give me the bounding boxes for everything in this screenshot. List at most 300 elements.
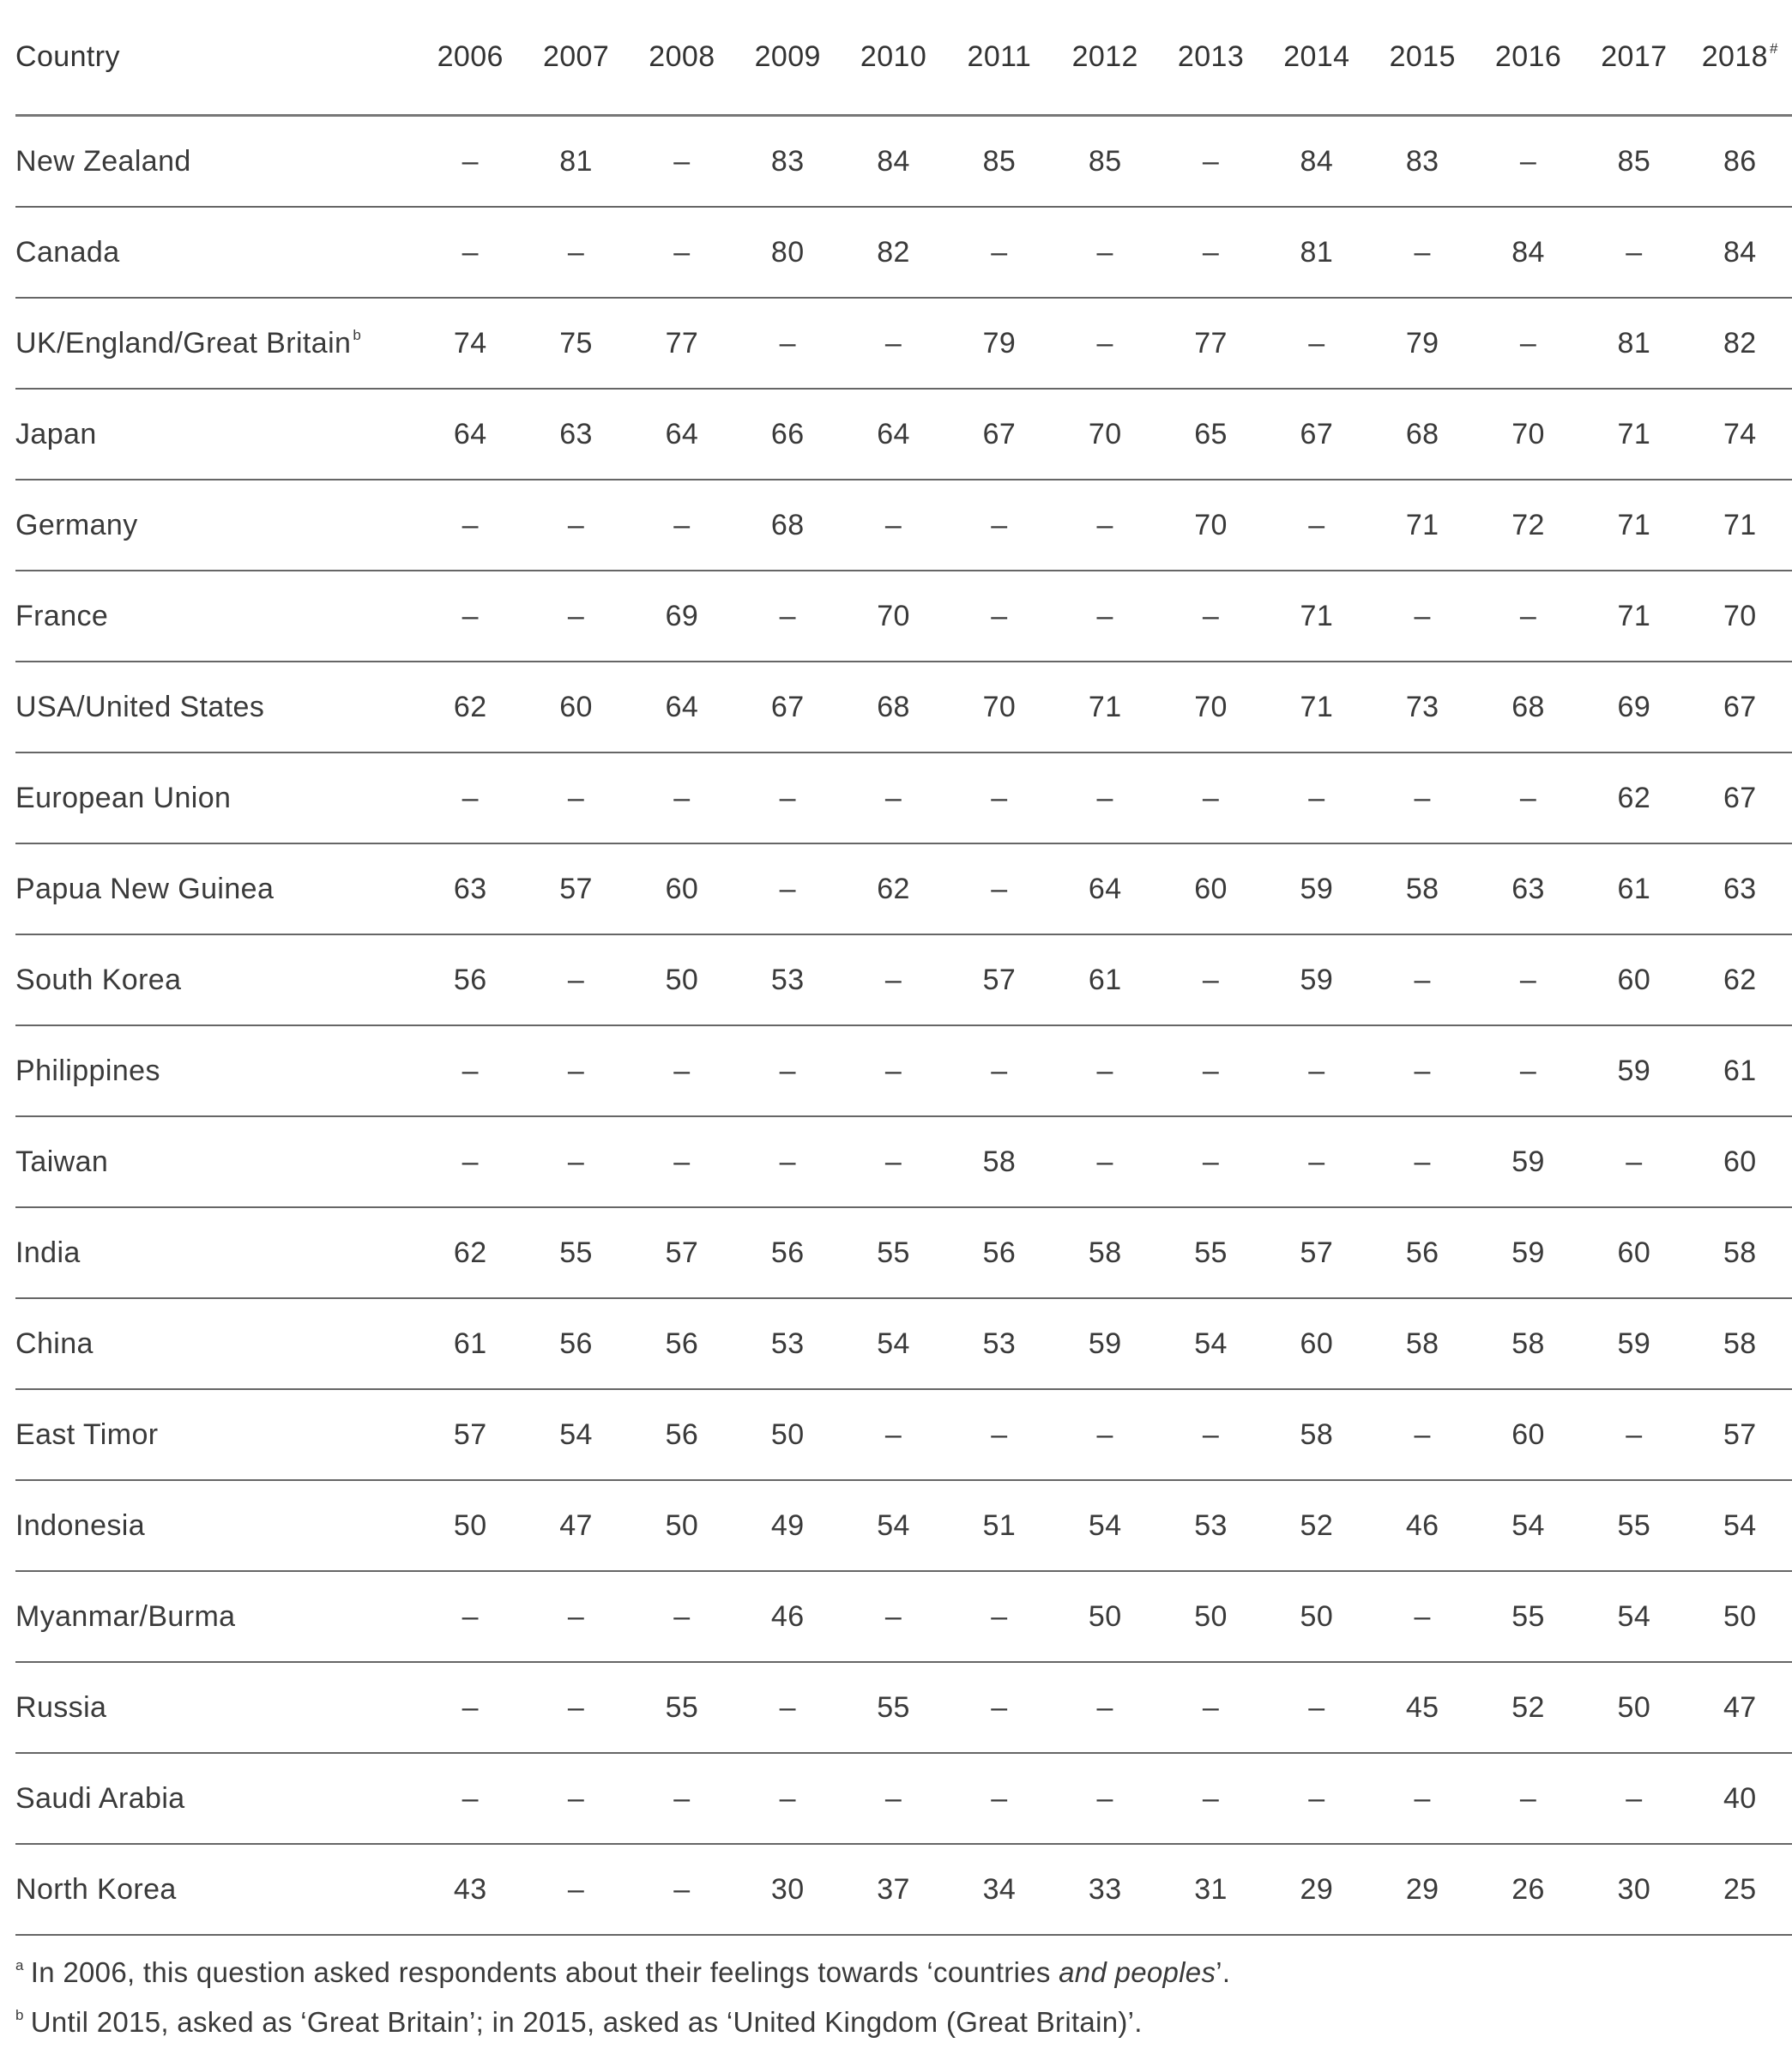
value-cell: 69 <box>1581 662 1686 752</box>
value-cell: – <box>735 1116 841 1207</box>
footnote-a-end: ’. <box>1216 1956 1231 1988</box>
column-header-year: 2017 <box>1581 0 1686 116</box>
column-header-year: 2006 <box>418 0 523 116</box>
country-cell <box>15 1025 418 1116</box>
country-cell <box>15 1116 418 1207</box>
value-cell: – <box>1053 1753 1158 1844</box>
column-header-year: 2013 <box>1158 0 1264 116</box>
value-cell: 84 <box>1264 116 1369 208</box>
value-cell: – <box>1158 571 1264 662</box>
value-cell: – <box>523 571 629 662</box>
value-cell: 64 <box>418 389 523 480</box>
column-header-year: 2016 <box>1475 0 1581 116</box>
value-cell: 59 <box>1475 1116 1581 1207</box>
country-name: China <box>15 1327 94 1360</box>
value-cell: 57 <box>629 1207 734 1298</box>
value-cell: – <box>1475 752 1581 843</box>
value-cell: – <box>1264 298 1369 389</box>
value-cell: – <box>841 298 946 389</box>
value-cell: 60 <box>523 662 629 752</box>
value-cell: – <box>1581 1753 1686 1844</box>
value-cell: – <box>523 1662 629 1753</box>
value-cell: – <box>1158 752 1264 843</box>
table-row <box>15 1844 1792 1935</box>
footnote-marker: b <box>353 326 362 343</box>
value-cell: – <box>1053 1662 1158 1753</box>
value-cell: – <box>735 571 841 662</box>
value-cell: 56 <box>629 1298 734 1389</box>
value-cell: 58 <box>1687 1207 1792 1298</box>
country-cell <box>15 116 418 208</box>
value-cell: 54 <box>1053 1480 1158 1571</box>
value-cell: 30 <box>735 1844 841 1935</box>
value-cell: 68 <box>735 480 841 571</box>
value-cell: 40 <box>1687 1753 1792 1844</box>
value-cell: – <box>946 1753 1052 1844</box>
value-cell: 67 <box>1264 389 1369 480</box>
value-cell: 34 <box>946 1844 1052 1935</box>
value-cell: 74 <box>1687 389 1792 480</box>
value-cell: 67 <box>1687 662 1792 752</box>
value-cell: – <box>1053 571 1158 662</box>
value-cell: 55 <box>1475 1571 1581 1662</box>
value-cell: 84 <box>1475 207 1581 298</box>
value-cell: – <box>1370 1389 1475 1480</box>
country-cell <box>15 934 418 1025</box>
value-cell: 55 <box>1158 1207 1264 1298</box>
value-cell: – <box>1581 207 1686 298</box>
value-cell: – <box>946 843 1052 934</box>
value-cell: – <box>418 571 523 662</box>
value-cell: 57 <box>1687 1389 1792 1480</box>
value-cell: 71 <box>1687 480 1792 571</box>
value-cell: 62 <box>418 662 523 752</box>
value-cell: – <box>1475 1753 1581 1844</box>
value-cell: 83 <box>735 116 841 208</box>
column-header-year-label: 2018 <box>1701 40 1768 73</box>
value-cell: – <box>841 1753 946 1844</box>
country-cell <box>15 207 418 298</box>
country-name: Canada <box>15 235 120 269</box>
value-cell: – <box>1581 1116 1686 1207</box>
value-cell: 82 <box>841 207 946 298</box>
value-cell: – <box>1053 207 1158 298</box>
value-cell: – <box>629 1844 734 1935</box>
value-cell: 59 <box>1053 1298 1158 1389</box>
value-cell: 57 <box>418 1389 523 1480</box>
value-cell: 57 <box>1264 1207 1369 1298</box>
value-cell: 72 <box>1475 480 1581 571</box>
value-cell: – <box>1475 571 1581 662</box>
table-row <box>15 1207 1792 1298</box>
value-cell: – <box>1264 1025 1369 1116</box>
value-cell: 57 <box>523 843 629 934</box>
value-cell: 61 <box>1053 934 1158 1025</box>
value-cell: 46 <box>735 1571 841 1662</box>
value-cell: 70 <box>1687 571 1792 662</box>
country-name: Germany <box>15 508 138 541</box>
value-cell: – <box>629 1571 734 1662</box>
value-cell: – <box>523 480 629 571</box>
value-cell: 58 <box>1687 1298 1792 1389</box>
country-name: Russia <box>15 1690 107 1724</box>
value-cell: 58 <box>1475 1298 1581 1389</box>
value-cell: – <box>946 1389 1052 1480</box>
value-cell: – <box>523 1116 629 1207</box>
value-cell: 60 <box>1687 1116 1792 1207</box>
value-cell: – <box>523 934 629 1025</box>
value-cell: 79 <box>1370 298 1475 389</box>
value-cell: 77 <box>1158 298 1264 389</box>
value-cell: 50 <box>1581 1662 1686 1753</box>
value-cell: 71 <box>1264 571 1369 662</box>
value-cell: 47 <box>1687 1662 1792 1753</box>
table-row <box>15 571 1792 662</box>
value-cell: 53 <box>735 1298 841 1389</box>
value-cell: – <box>1158 1662 1264 1753</box>
value-cell: 53 <box>946 1298 1052 1389</box>
value-cell: – <box>841 1116 946 1207</box>
value-cell: 67 <box>1687 752 1792 843</box>
value-cell: – <box>629 752 734 843</box>
column-header-year: 2015 <box>1370 0 1475 116</box>
value-cell: 61 <box>418 1298 523 1389</box>
table-row <box>15 752 1792 843</box>
value-cell: – <box>841 1025 946 1116</box>
value-cell: 85 <box>946 116 1052 208</box>
value-cell: 83 <box>1370 116 1475 208</box>
value-cell: 67 <box>946 389 1052 480</box>
value-cell: 64 <box>1053 843 1158 934</box>
country-cell <box>15 662 418 752</box>
country-cell <box>15 389 418 480</box>
value-cell: 53 <box>1158 1480 1264 1571</box>
value-cell: 62 <box>418 1207 523 1298</box>
ratings-table <box>15 0 1792 1936</box>
table-row <box>15 1662 1792 1753</box>
table-container <box>15 0 1792 2047</box>
country-name: Japan <box>15 417 97 450</box>
value-cell: 62 <box>1581 752 1686 843</box>
country-name: Indonesia <box>15 1508 146 1542</box>
value-cell: 54 <box>1158 1298 1264 1389</box>
value-cell: – <box>946 1571 1052 1662</box>
value-cell: 56 <box>523 1298 629 1389</box>
value-cell: – <box>1053 1116 1158 1207</box>
value-cell: 54 <box>1581 1571 1686 1662</box>
value-cell: 31 <box>1158 1844 1264 1935</box>
value-cell: – <box>946 207 1052 298</box>
value-cell: 46 <box>1370 1480 1475 1571</box>
value-cell: 63 <box>418 843 523 934</box>
footnotes <box>15 1948 1792 2047</box>
value-cell: 60 <box>1264 1298 1369 1389</box>
value-cell: 52 <box>1264 1480 1369 1571</box>
value-cell: 84 <box>841 116 946 208</box>
value-cell: 77 <box>629 298 734 389</box>
footnote-b <box>15 1998 1792 2047</box>
value-cell: 74 <box>418 298 523 389</box>
value-cell: – <box>418 1571 523 1662</box>
table-row <box>15 1025 1792 1116</box>
table-row <box>15 662 1792 752</box>
value-cell: 29 <box>1370 1844 1475 1935</box>
value-cell: – <box>1475 1025 1581 1116</box>
value-cell: 58 <box>1264 1389 1369 1480</box>
value-cell: 65 <box>1158 389 1264 480</box>
value-cell: 54 <box>1687 1480 1792 1571</box>
value-cell: 53 <box>735 934 841 1025</box>
value-cell: 70 <box>841 571 946 662</box>
value-cell: – <box>946 752 1052 843</box>
value-cell: 59 <box>1581 1025 1686 1116</box>
table-row <box>15 298 1792 389</box>
value-cell: – <box>1053 1025 1158 1116</box>
value-cell: 37 <box>841 1844 946 1935</box>
value-cell: – <box>735 1662 841 1753</box>
footnote-a-italic: and peoples <box>1059 1956 1216 1988</box>
country-cell <box>15 571 418 662</box>
value-cell: 58 <box>1370 843 1475 934</box>
value-cell: 62 <box>841 843 946 934</box>
value-cell: – <box>1475 934 1581 1025</box>
value-cell: 68 <box>1475 662 1581 752</box>
column-header-year: 2014 <box>1264 0 1369 116</box>
value-cell: 54 <box>841 1298 946 1389</box>
value-cell: 51 <box>946 1480 1052 1571</box>
column-header-year: 2009 <box>735 0 841 116</box>
value-cell: – <box>629 116 734 208</box>
value-cell: 62 <box>1687 934 1792 1025</box>
value-cell: – <box>418 207 523 298</box>
value-cell: 69 <box>629 571 734 662</box>
footnote-a <box>15 1948 1792 1998</box>
column-header-country: Country <box>15 0 418 116</box>
country-name: European Union <box>15 781 232 814</box>
table-row <box>15 1571 1792 1662</box>
value-cell: – <box>1158 1116 1264 1207</box>
country-name: New Zealand <box>15 144 191 178</box>
value-cell: 64 <box>841 389 946 480</box>
value-cell: 50 <box>735 1389 841 1480</box>
value-cell: – <box>946 1662 1052 1753</box>
value-cell: 79 <box>946 298 1052 389</box>
value-cell: 59 <box>1264 934 1369 1025</box>
value-cell: 70 <box>1475 389 1581 480</box>
value-cell: – <box>1370 1753 1475 1844</box>
country-cell <box>15 1662 418 1753</box>
value-cell: – <box>841 480 946 571</box>
column-header-year: 2012 <box>1053 0 1158 116</box>
value-cell: – <box>1264 752 1369 843</box>
value-cell: 56 <box>418 934 523 1025</box>
value-cell: 47 <box>523 1480 629 1571</box>
value-cell: – <box>1158 207 1264 298</box>
value-cell: 64 <box>629 662 734 752</box>
value-cell: 63 <box>1475 843 1581 934</box>
value-cell: 70 <box>1053 389 1158 480</box>
value-cell: 63 <box>1687 843 1792 934</box>
country-cell <box>15 752 418 843</box>
country-name: North Korea <box>15 1872 177 1906</box>
value-cell: 33 <box>1053 1844 1158 1935</box>
value-cell: – <box>1264 1662 1369 1753</box>
value-cell: 25 <box>1687 1844 1792 1935</box>
value-cell: 64 <box>629 389 734 480</box>
table-row <box>15 843 1792 934</box>
value-cell: 81 <box>523 116 629 208</box>
country-cell <box>15 1571 418 1662</box>
value-cell: 54 <box>841 1480 946 1571</box>
value-cell: 29 <box>1264 1844 1369 1935</box>
country-cell <box>15 1298 418 1389</box>
value-cell: 52 <box>1475 1662 1581 1753</box>
value-cell: 50 <box>1053 1571 1158 1662</box>
value-cell: – <box>523 207 629 298</box>
table-row <box>15 1480 1792 1571</box>
value-cell: – <box>418 1662 523 1753</box>
country-name: USA/United States <box>15 690 265 723</box>
value-cell: – <box>1370 934 1475 1025</box>
value-cell: – <box>1475 116 1581 208</box>
value-cell: 71 <box>1581 389 1686 480</box>
value-cell: – <box>418 752 523 843</box>
value-cell: 67 <box>735 662 841 752</box>
hash-marker: # <box>1769 40 1778 57</box>
value-cell: – <box>1158 1753 1264 1844</box>
table-row <box>15 934 1792 1025</box>
country-name: Philippines <box>15 1054 160 1087</box>
value-cell: 54 <box>523 1389 629 1480</box>
value-cell: 70 <box>1158 480 1264 571</box>
footnote-b-text: Until 2015, asked as ‘Great Britain’; in 2015, asked as ‘United Kingdom (Great Britain)’. <box>30 2006 1143 2038</box>
value-cell: – <box>946 480 1052 571</box>
value-cell: 82 <box>1687 298 1792 389</box>
value-cell: 59 <box>1581 1298 1686 1389</box>
country-name: France <box>15 599 109 632</box>
value-cell: – <box>1581 1389 1686 1480</box>
value-cell: 63 <box>523 389 629 480</box>
value-cell: – <box>629 1753 734 1844</box>
country-name: UK/England/Great Britain <box>15 326 352 360</box>
value-cell: – <box>1158 1025 1264 1116</box>
value-cell: 26 <box>1475 1844 1581 1935</box>
value-cell: 86 <box>1687 116 1792 208</box>
value-cell: – <box>1158 934 1264 1025</box>
value-cell: 61 <box>1687 1025 1792 1116</box>
value-cell: 59 <box>1264 843 1369 934</box>
value-cell: – <box>629 1116 734 1207</box>
value-cell: 71 <box>1264 662 1369 752</box>
value-cell: – <box>418 1116 523 1207</box>
value-cell: 55 <box>841 1207 946 1298</box>
table-row <box>15 480 1792 571</box>
table-row <box>15 1298 1792 1389</box>
country-name: India <box>15 1236 81 1269</box>
value-cell: – <box>523 1844 629 1935</box>
value-cell: – <box>1264 480 1369 571</box>
value-cell: – <box>418 116 523 208</box>
value-cell: 85 <box>1581 116 1686 208</box>
value-cell: 71 <box>1053 662 1158 752</box>
value-cell: – <box>1053 1389 1158 1480</box>
value-cell: 50 <box>1687 1571 1792 1662</box>
country-name: East Timor <box>15 1417 159 1451</box>
table-row <box>15 389 1792 480</box>
value-cell: 71 <box>1581 571 1686 662</box>
value-cell: 61 <box>1581 843 1686 934</box>
value-cell: – <box>1053 298 1158 389</box>
value-cell: – <box>841 1389 946 1480</box>
table-row <box>15 207 1792 298</box>
value-cell: – <box>1264 1116 1369 1207</box>
country-name: Papua New Guinea <box>15 872 275 905</box>
value-cell: 68 <box>841 662 946 752</box>
value-cell: 58 <box>1370 1298 1475 1389</box>
country-name: Saudi Arabia <box>15 1781 185 1815</box>
value-cell: 55 <box>1581 1480 1686 1571</box>
value-cell: 57 <box>946 934 1052 1025</box>
value-cell: – <box>1158 1389 1264 1480</box>
value-cell: – <box>1158 116 1264 208</box>
value-cell: – <box>418 1753 523 1844</box>
value-cell: 43 <box>418 1844 523 1935</box>
value-cell: 49 <box>735 1480 841 1571</box>
value-cell: 50 <box>629 1480 734 1571</box>
value-cell: 70 <box>1158 662 1264 752</box>
table-row <box>15 1116 1792 1207</box>
value-cell: 71 <box>1581 480 1686 571</box>
country-cell <box>15 1844 418 1935</box>
country-cell <box>15 1480 418 1571</box>
value-cell: 85 <box>1053 116 1158 208</box>
footnote-a-marker: a <box>15 1957 24 1973</box>
country-name: Taiwan <box>15 1145 109 1178</box>
value-cell: 66 <box>735 389 841 480</box>
value-cell: 56 <box>1370 1207 1475 1298</box>
value-cell: – <box>1053 480 1158 571</box>
value-cell: 50 <box>629 934 734 1025</box>
value-cell: 60 <box>1581 934 1686 1025</box>
value-cell: 50 <box>1264 1571 1369 1662</box>
value-cell: – <box>629 480 734 571</box>
value-cell: 50 <box>1158 1571 1264 1662</box>
value-cell: 58 <box>1053 1207 1158 1298</box>
value-cell: 56 <box>629 1389 734 1480</box>
value-cell: 50 <box>418 1480 523 1571</box>
value-cell: – <box>841 1571 946 1662</box>
value-cell: – <box>1370 1571 1475 1662</box>
value-cell: 73 <box>1370 662 1475 752</box>
value-cell: 75 <box>523 298 629 389</box>
value-cell: – <box>1053 752 1158 843</box>
country-cell <box>15 298 418 389</box>
value-cell: – <box>523 1571 629 1662</box>
country-cell <box>15 1753 418 1844</box>
value-cell: 45 <box>1370 1662 1475 1753</box>
value-cell: – <box>1370 1116 1475 1207</box>
value-cell: 81 <box>1581 298 1686 389</box>
value-cell: – <box>418 1025 523 1116</box>
footnote-a-text: In 2006, this question asked respondents about their feelings towards ‘countries <box>30 1956 1059 1988</box>
value-cell: – <box>523 1753 629 1844</box>
value-cell: – <box>1370 571 1475 662</box>
value-cell: 60 <box>1158 843 1264 934</box>
value-cell: – <box>523 752 629 843</box>
column-header-year: 2010 <box>841 0 946 116</box>
value-cell: 55 <box>523 1207 629 1298</box>
value-cell: – <box>1264 1753 1369 1844</box>
